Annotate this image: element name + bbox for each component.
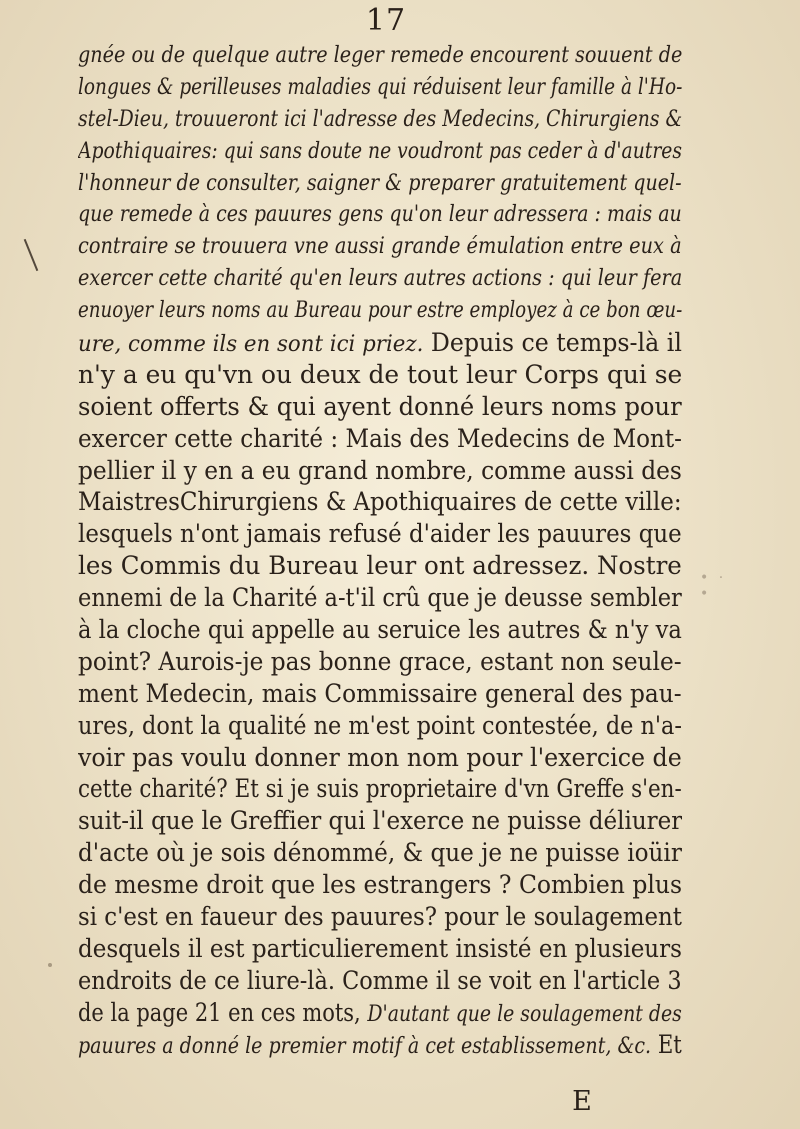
roman-text-run: les Commis du Bureau leur ont adressez. Nostre: [78, 551, 682, 581]
italic-text-run: contraire se trouuera vne aussi grande émulation entre eux à: [78, 233, 682, 260]
roman-text-run: Et: [651, 1029, 682, 1059]
text-line: [78, 805, 682, 837]
text-line: [78, 965, 682, 997]
paper-speck: [48, 963, 52, 967]
text-line: [78, 582, 682, 614]
text-line: [78, 40, 682, 72]
roman-text-run: suit-il que le Greffier qui l'exerce ne puisse déliurer: [78, 806, 682, 836]
text-line: [78, 933, 682, 965]
text-line: [78, 295, 682, 327]
roman-text-run: Depuis ce temps-là il: [423, 328, 682, 358]
text-line: [78, 773, 682, 805]
italic-text-run: enuoyer leurs noms au Bureau pour estre employez à ce bon œu-: [78, 297, 682, 324]
text-line: [78, 614, 682, 646]
roman-text-run: ures, dont la qualité ne m'est point contestée, de n'a-: [78, 710, 682, 740]
roman-text-run: ment Medecin, mais Commissaire general des pau-: [78, 678, 682, 708]
italic-text-run: exercer cette charité qu'en leurs autres actions : qui leur fera: [78, 265, 682, 292]
roman-text-run: point? Aurois-je pas bonne grace, estant non seule-: [78, 646, 682, 676]
text-line: [78, 263, 682, 295]
text-line: [78, 518, 682, 550]
text-line: [78, 901, 682, 933]
catchword: E: [572, 1086, 592, 1117]
text-line: [78, 678, 682, 710]
roman-text-run: cette charité? Et si je suis proprietaire d'vn Greffe s'en-: [78, 774, 682, 804]
italic-text-run: longues & perilleuses maladies qui réduisent leur famille à l'Ho-: [78, 73, 682, 100]
text-line: [78, 486, 682, 518]
roman-text-run: si c'est en faueur des pauures? pour le soulagement: [78, 902, 682, 932]
italic-text-run: que remede à ces pauures gens qu'on leur adressera : mais au: [78, 201, 682, 228]
text-line: [78, 72, 682, 104]
text-line: [78, 710, 682, 742]
italic-text-run: stel-Dieu, trouueront ici l'adresse des Medecins, Chirurgiens &: [78, 105, 682, 132]
text-line: [78, 199, 682, 231]
roman-text-run: MaistresChirurgiens & Apothiquaires de cette ville:: [78, 487, 682, 517]
italic-text-run: D'autant que le soulagement des: [367, 1000, 682, 1027]
roman-text-run: exercer cette charité : Mais des Medecins de Mont-: [78, 423, 682, 453]
italic-text-run: pauures a donné le premier motif à cet establissement, &c.: [78, 1032, 652, 1059]
roman-text-run: soient offerts & qui ayent donné leurs noms pour: [78, 391, 682, 421]
roman-text-run: desquels il est particulierement insisté en plusieurs: [78, 933, 682, 963]
roman-text-run: de mesme droit que les estrangers ? Combien plus: [78, 870, 682, 900]
roman-text-run: d'acte où je sois dénommé, & que je ne puisse ioüir: [78, 838, 682, 868]
text-line: [78, 168, 682, 200]
margin-pen-mark: [24, 239, 39, 271]
roman-text-run: endroits de ce liure-là. Comme il se voit en l'article 3: [78, 965, 682, 995]
text-line: [78, 1029, 682, 1061]
body-text: [78, 40, 682, 1061]
roman-text-run: n'y a eu qu'vn ou deux de tout leur Corps qui se: [78, 359, 682, 389]
text-line: [78, 359, 682, 391]
roman-text-run: ennemi de la Charité a-t'il crû que je deusse sembler: [78, 583, 682, 613]
text-line: [78, 104, 682, 136]
text-line: [78, 837, 682, 869]
roman-text-run: lesquels n'ont jamais refusé d'aider les pauures que: [78, 519, 682, 549]
text-line: [78, 423, 682, 455]
text-line: [78, 455, 682, 487]
text-line: [78, 646, 682, 678]
italic-text-run: gnée ou de quelque autre leger remede encourent souuent de: [78, 42, 682, 68]
page-number: 17: [365, 3, 407, 38]
roman-text-run: à la cloche qui appelle au seruice les autres & n'y va: [78, 615, 682, 645]
text-line: [78, 997, 682, 1029]
bleed-through-marks: • · •: [700, 570, 727, 602]
italic-text-run: ure, comme ils en sont ici priez.: [78, 331, 424, 358]
text-line: [78, 869, 682, 901]
roman-text-run: de la page 21 en ces mots,: [78, 997, 368, 1027]
roman-text-run: voir pas voulu donner mon nom pour l'exercice de: [78, 742, 682, 772]
text-line: [78, 136, 682, 168]
text-line: [78, 327, 682, 359]
text-line: [78, 391, 682, 423]
text-line: [78, 231, 682, 263]
roman-text-run: pellier il y en a eu grand nombre, comme aussi des: [78, 455, 682, 485]
text-line: [78, 742, 682, 774]
italic-text-run: l'honneur de consulter, saigner & preparer gratuitement quel-: [78, 169, 682, 196]
italic-text-run: Apothiquaires: qui sans doute ne voudront pas ceder à d'autres: [78, 137, 682, 164]
text-line: [78, 550, 682, 582]
